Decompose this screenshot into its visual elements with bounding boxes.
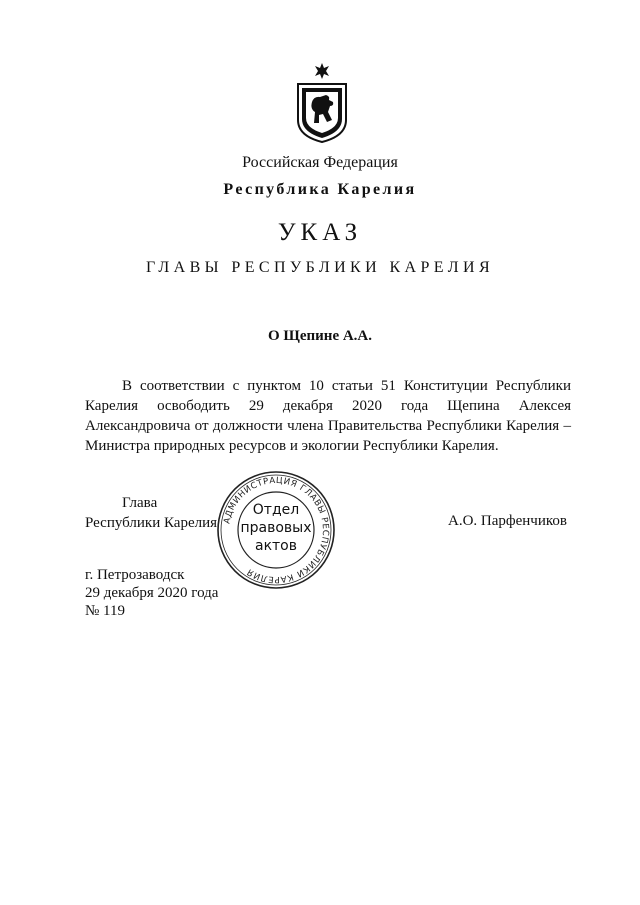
- official-stamp: [214, 468, 338, 592]
- issuer-heading: ГЛАВЫ РЕСПУБЛИКИ КАРЕЛИЯ: [145, 259, 495, 276]
- stamp-center-line2: правовых: [240, 520, 312, 536]
- signatory-name: А.О. Парфенчиков: [448, 513, 567, 529]
- stamp-ring-text: АДМИНИСТРАЦИЯ ГЛАВЫ РЕСПУБЛИКИ КАРЕЛИЯ: [222, 475, 331, 585]
- signatory-title: [85, 493, 217, 533]
- issue-city: г. Петрозаводск: [85, 567, 185, 583]
- decree-number: № 119: [85, 603, 126, 619]
- stamp-center-line1: Отдел: [252, 502, 300, 518]
- karelia-coat-of-arms-icon: [292, 62, 352, 144]
- stamp-center-line3: актов: [254, 538, 298, 554]
- federation-heading: Российская Федерация: [242, 154, 398, 171]
- decree-subject: О Щепине А.А.: [267, 328, 373, 344]
- document-type-title: УКАЗ: [277, 219, 363, 246]
- decree-body: В соответствии с пунктом 10 статьи 51 Конституции Республики Карелия освободить 29 декабря 2020 года Щепина Алексея Александровича от должности члена Правительства Республики Карелия – Министра природных ресурсов и экологии Республики Карелия.: [85, 378, 571, 454]
- issue-date: 29 декабря 2020 года: [85, 585, 219, 601]
- republic-heading: Республика Карелия: [223, 181, 417, 198]
- place-date-number: [85, 566, 218, 620]
- signatory-title-line1: Глава: [122, 495, 158, 511]
- signatory-title-line2: Республики Карелия: [85, 515, 218, 531]
